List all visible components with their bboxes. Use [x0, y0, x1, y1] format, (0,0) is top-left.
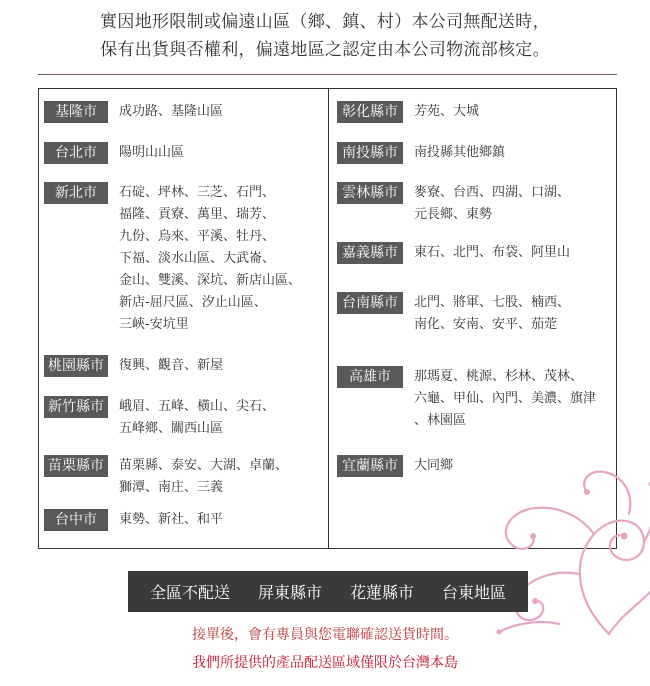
region-tag: 台北市 [44, 142, 108, 164]
region-row [44, 101, 223, 123]
region-areas: 苗栗縣、泰安、大湖、卓蘭、 獅潭、南庄、三義 [119, 458, 289, 495]
header-divider [38, 74, 617, 75]
region-tag: 嘉義縣市 [337, 242, 403, 264]
region-row [337, 366, 596, 432]
banner-item: 全區不配送 [149, 583, 230, 602]
region-areas: 東石、北門、布袋、阿里山 [414, 245, 571, 260]
region-areas: 石碇、坪林、三芝、石門、 福隆、貢寮、萬里、瑞芳、 九份、烏來、平溪、牡丹、 下福、淡水山區、大武崙、 金山、雙溪、深坑、新店山區、 新店-屈尺區、汐止山區、 三峽-安坑里 [119, 185, 302, 332]
region-areas: 那瑪夏、桃源、杉林、茂林、 六龜、甲仙、內門、美濃、旗津 、林園區 [414, 369, 597, 428]
region-areas: 東勢、新社、和平 [119, 512, 224, 527]
region-row [337, 242, 570, 264]
region-tag: 雲林縣市 [337, 182, 403, 204]
region-row [337, 455, 453, 477]
notice-line-2: 保有出貨與否權利，偏遠地區之認定由本公司物流部核定。 [100, 40, 550, 60]
region-areas: 成功路、基隆山區 [119, 104, 224, 119]
region-tag: 苗栗縣市 [44, 455, 108, 477]
no-delivery-banner [128, 571, 528, 612]
column-divider [328, 89, 329, 548]
region-row [44, 396, 275, 440]
region-row [44, 455, 288, 499]
region-tag: 宜蘭縣市 [337, 455, 403, 477]
region-areas: 芳苑、大城 [414, 104, 480, 119]
region-row [44, 355, 223, 377]
region-tag: 台南縣市 [337, 292, 403, 314]
region-tag: 新竹縣市 [44, 396, 108, 418]
region-row [44, 142, 184, 164]
region-areas: 南投縣其他鄉鎮 [414, 145, 506, 160]
region-tag: 新北市 [44, 182, 108, 204]
region-row [337, 101, 479, 123]
banner-item: 屏東縣市 [257, 583, 322, 602]
header-notice [0, 8, 650, 64]
region-tag: 桃園縣市 [44, 355, 108, 377]
region-areas: 大同鄉 [414, 458, 454, 473]
region-row [337, 142, 505, 164]
notice-line-1: 實因地形限制或偏遠山區（鄉、鎮、村）本公司無配送時， [100, 12, 550, 32]
region-tag: 彰化縣市 [337, 101, 403, 123]
remote-area-table [38, 88, 617, 549]
banner-item: 花蓮縣市 [350, 583, 415, 602]
region-tag: 南投縣市 [337, 142, 403, 164]
region-row [44, 509, 223, 531]
region-areas: 麥寮、台西、四湖、口湖、 元長鄉、東勢 [414, 185, 571, 222]
region-row [337, 292, 570, 336]
region-tag: 基隆市 [44, 101, 108, 123]
region-row [337, 182, 570, 226]
confirmation-note: 接單後，會有專員與您電聯確認送貨時間。 [192, 627, 458, 643]
region-areas: 峨眉、五峰、橫山、尖石、 五峰鄉、關西山區 [119, 399, 276, 436]
delivery-scope-note: 我們所提供的產品配送區域僅限於台灣本島 [192, 655, 458, 671]
banner-item: 台東地區 [442, 583, 507, 602]
region-tag: 高雄市 [337, 366, 403, 388]
region-row [44, 182, 301, 336]
region-areas: 陽明山山區 [119, 145, 185, 160]
region-tag: 台中市 [44, 509, 108, 531]
region-areas: 北門、將軍、七股、楠西、 南化、安南、安平、茄萣 [414, 295, 571, 332]
region-areas: 復興、觀音、新屋 [119, 358, 224, 373]
